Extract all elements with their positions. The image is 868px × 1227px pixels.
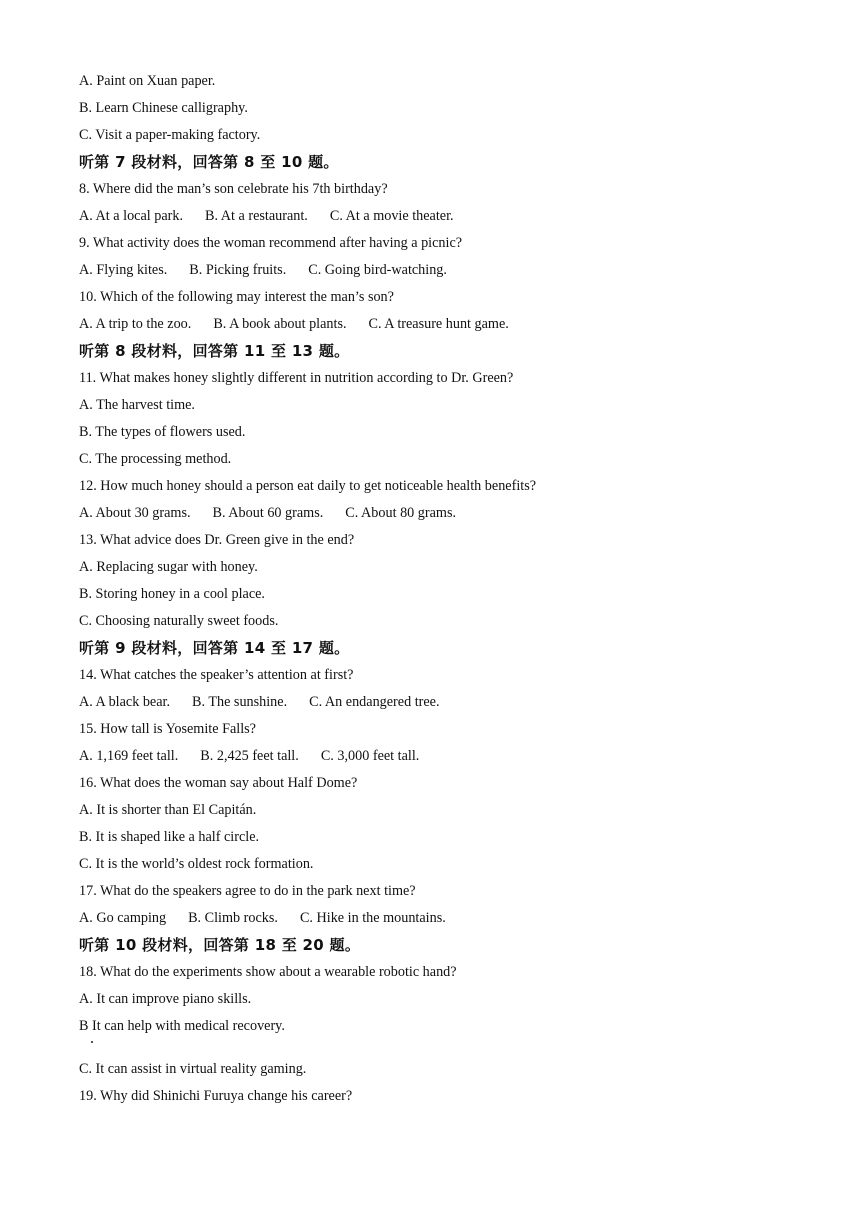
answer-option: B. The sunshine. bbox=[192, 694, 288, 710]
section-header: 听第 8 段材料，回答第 11 至 13 题。 bbox=[79, 342, 350, 360]
answer-option: A. It is shorter than El Capitán. bbox=[79, 802, 257, 818]
option-row bbox=[79, 311, 839, 338]
question-text: 16. What does the woman say about Half Dome? bbox=[79, 775, 358, 791]
answer-option: C. It can assist in virtual reality gaming. bbox=[79, 1061, 307, 1077]
answer-option: A. It can improve piano skills. bbox=[79, 991, 252, 1007]
answer-option: A. Go camping bbox=[79, 910, 167, 926]
answer-option: C. Going bird-watching. bbox=[308, 262, 447, 278]
answer-option: A. About 30 grams. bbox=[79, 505, 191, 521]
answer-option: C. It is the world’s oldest rock formation. bbox=[79, 856, 314, 872]
answer-option: B It can help with medical recovery. bbox=[79, 1018, 285, 1034]
question-text: 11. What makes honey slightly different in nutrition according to Dr. Green? bbox=[79, 370, 514, 386]
question-text: 19. Why did Shinichi Furuya change his career? bbox=[79, 1088, 353, 1104]
section-header: 听第 10 段材料，回答第 18 至 20 题。 bbox=[79, 936, 361, 954]
answer-option: A. Replacing sugar with honey. bbox=[79, 559, 258, 575]
option-row bbox=[79, 905, 839, 932]
section-header: 听第 9 段材料，回答第 14 至 17 题。 bbox=[79, 639, 350, 657]
answer-option: B. At a restaurant. bbox=[205, 208, 308, 224]
section-header: 听第 7 段材料，回答第 8 至 10 题。 bbox=[79, 153, 339, 171]
answer-option: C. Choosing naturally sweet foods. bbox=[79, 613, 279, 629]
question-text: 10. Which of the following may interest the man’s son? bbox=[79, 289, 394, 305]
answer-option: B. Picking fruits. bbox=[189, 262, 287, 278]
answer-option: C. An endangered tree. bbox=[309, 694, 440, 710]
question-text: 8. Where did the man’s son celebrate his 7th birthday? bbox=[79, 181, 388, 197]
answer-option: C. A treasure hunt game. bbox=[368, 316, 509, 332]
question-text: 18. What do the experiments show about a wearable robotic hand? bbox=[79, 964, 457, 980]
document-page bbox=[79, 68, 839, 1110]
question-text: 9. What activity does the woman recommend after having a picnic? bbox=[79, 235, 463, 251]
option-row bbox=[79, 689, 839, 716]
answer-option: B. The types of flowers used. bbox=[79, 424, 246, 440]
answer-option: B. Climb rocks. bbox=[188, 910, 278, 926]
answer-option: B. A book about plants. bbox=[213, 316, 347, 332]
answer-option: B. It is shaped like a half circle. bbox=[79, 829, 260, 845]
answer-option: A. 1,169 feet tall. bbox=[79, 748, 179, 764]
answer-option: A. Paint on Xuan paper. bbox=[79, 73, 216, 89]
option-row bbox=[79, 203, 839, 230]
answer-option: C. About 80 grams. bbox=[345, 505, 457, 521]
answer-option: A. Flying kites. bbox=[79, 262, 168, 278]
answer-option: A. A black bear. bbox=[79, 694, 171, 710]
option-row bbox=[79, 743, 839, 770]
question-text: 12. How much honey should a person eat daily to get noticeable health benefits? bbox=[79, 478, 537, 494]
answer-option: A. The harvest time. bbox=[79, 397, 195, 413]
answer-option: C. Visit a paper-making factory. bbox=[79, 127, 261, 143]
answer-option: C. At a movie theater. bbox=[329, 208, 454, 224]
answer-option: C. The processing method. bbox=[79, 451, 232, 467]
answer-option: B. Storing honey in a cool place. bbox=[79, 586, 265, 602]
answer-option: B. Learn Chinese calligraphy. bbox=[79, 100, 248, 116]
scan-dot bbox=[91, 1041, 93, 1043]
question-text: 17. What do the speakers agree to do in the park next time? bbox=[79, 883, 416, 899]
answer-option: B. About 60 grams. bbox=[212, 505, 324, 521]
question-text: 14. What catches the speaker’s attention at first? bbox=[79, 667, 354, 683]
answer-option: B. 2,425 feet tall. bbox=[200, 748, 299, 764]
answer-option: A. At a local park. bbox=[79, 208, 184, 224]
answer-option: A. A trip to the zoo. bbox=[79, 316, 192, 332]
answer-option: C. Hike in the mountains. bbox=[299, 910, 446, 926]
option-row bbox=[79, 500, 839, 527]
question-text: 13. What advice does Dr. Green give in the end? bbox=[79, 532, 355, 548]
answer-option: C. 3,000 feet tall. bbox=[320, 748, 420, 764]
option-row bbox=[79, 257, 839, 284]
line-gap bbox=[79, 1040, 839, 1056]
question-text: 15. How tall is Yosemite Falls? bbox=[79, 721, 256, 737]
